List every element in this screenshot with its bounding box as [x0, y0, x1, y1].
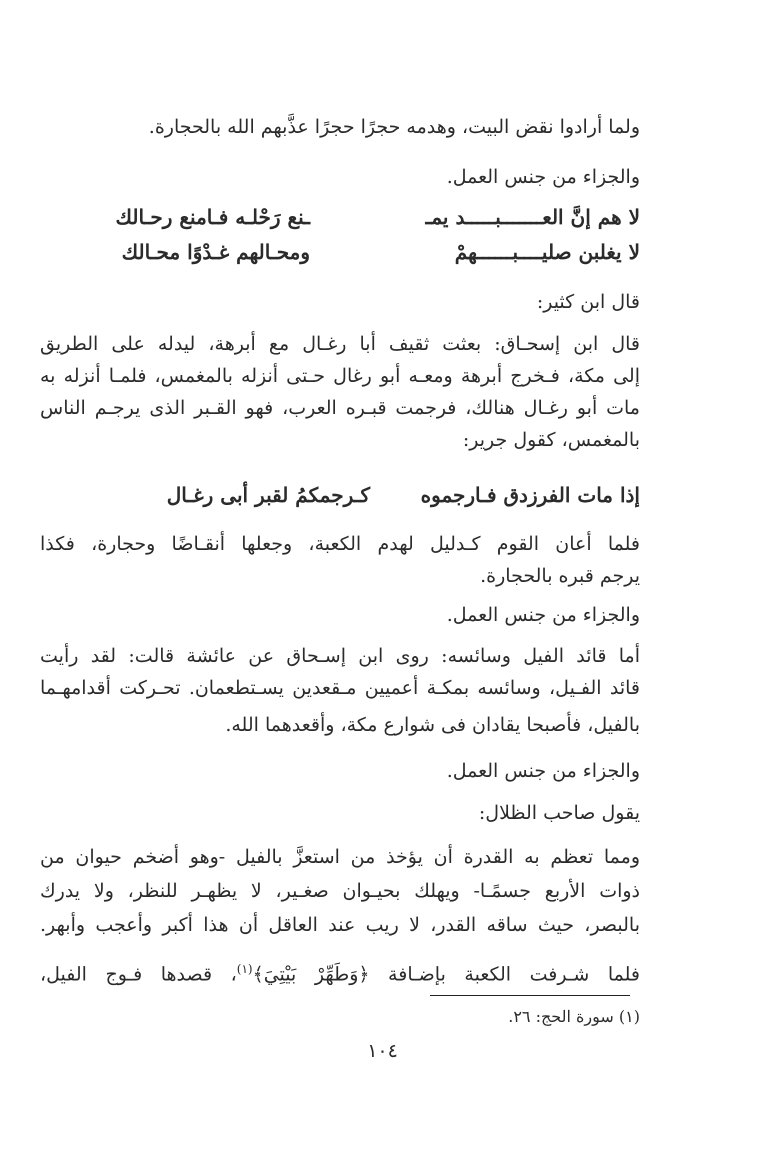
text-line: بالمغمس، كقول جرير:: [462, 429, 640, 451]
text-line: والجزاء من جنس العمل.: [446, 604, 640, 626]
text-segment: فلما شـرفت الكعبة بإضـافة ﴿وَطَهِّرْ بَيْتِيَ﴾: [252, 963, 640, 986]
text-line: فلما أعان القوم كـدليل لهدم الكعبة، وجعلها أنقـاضًا وحجارة، فكذا: [40, 533, 640, 555]
text-line: قال ابن كثير:: [536, 291, 640, 313]
verse-left-hemistich: ـنع رَحْلـه فـامنع رحـالك: [115, 205, 310, 229]
verse-right-hemistich: لا يغلبن صليــــبــــــهمْ: [454, 240, 640, 264]
text-segment: ، قصدها فـوج الفيل،: [40, 963, 237, 986]
text-line: ولما أرادوا نقض البيت، وهدمه حجرًا حجرًا عذَّبهم الله بالحجارة.: [148, 116, 640, 138]
verse-right-hemistich: لا هم إنَّ العـــــــبـــــد يمـ: [425, 205, 640, 229]
verse-left-hemistich: كـرجمكمُ لقبر أبى رغـال: [166, 483, 370, 507]
footnote-divider: [430, 995, 630, 996]
page-number: ١٠٤: [367, 1040, 398, 1062]
text-line: ومما تعظم به القدرة أن يؤخذ من استعزَّ بالفيل -وهو أضخم حيوان من: [40, 846, 640, 868]
text-line: قائد الفـيل، وسائسه بمكـة أعميين مـقعدين يسـتطعمان. تحـركت أقدامهـما: [40, 677, 640, 699]
text-line: أما قائد الفيل وسائسه: روى ابن إسـحاق عن عائشة قالت: لقد رأيت: [40, 645, 640, 667]
text-line: يقول صاحب الظلال:: [478, 802, 640, 824]
text-line: مات أبو رغـال هنالك، فرجمت قبـره العرب، فهو القـبر الذى يرجـم الناس: [40, 397, 640, 419]
text-line: والجزاء من جنس العمل.: [446, 760, 640, 782]
text-line: والجزاء من جنس العمل.: [446, 166, 640, 188]
text-line: بالبصر، حيث ساقه القدر، لا ريب عند العاقل أن هذا أكبر وأعجب وأبهر.: [40, 914, 640, 936]
text-line: ذوات الأربع جسمًـا- ويهلك بحيـوان صغـير، لا يظهـر للنظر، ولا يدرك: [40, 880, 640, 902]
text-line: [40, 955, 640, 988]
verse-right-hemistich: إذا مات الفرزدق فـارجموه: [420, 483, 640, 507]
verse-left-hemistich: ومحـالهم غـدْوًا محـالك: [121, 240, 310, 264]
footnote-marker: (١): [236, 962, 253, 976]
text-line: يرجم قبره بالحجارة.: [480, 565, 640, 587]
footnote: (١) سورة الحج: ٢٦.: [508, 1007, 640, 1026]
text-line: قال ابن إسحـاق: بعثت ثقيف أبا رغـال مع أبرهة، ليدله على الطريق: [40, 333, 640, 355]
text-line: إلى مكة، فـخرج أبرهة ومعـه أبو رغال حـتى أنزله بالمغمس، فلمـا أنزله به: [40, 365, 640, 387]
text-line: بالفيل، فأصبحا يقادان فى شوارع مكة، وأقعدهما الله.: [225, 714, 640, 736]
